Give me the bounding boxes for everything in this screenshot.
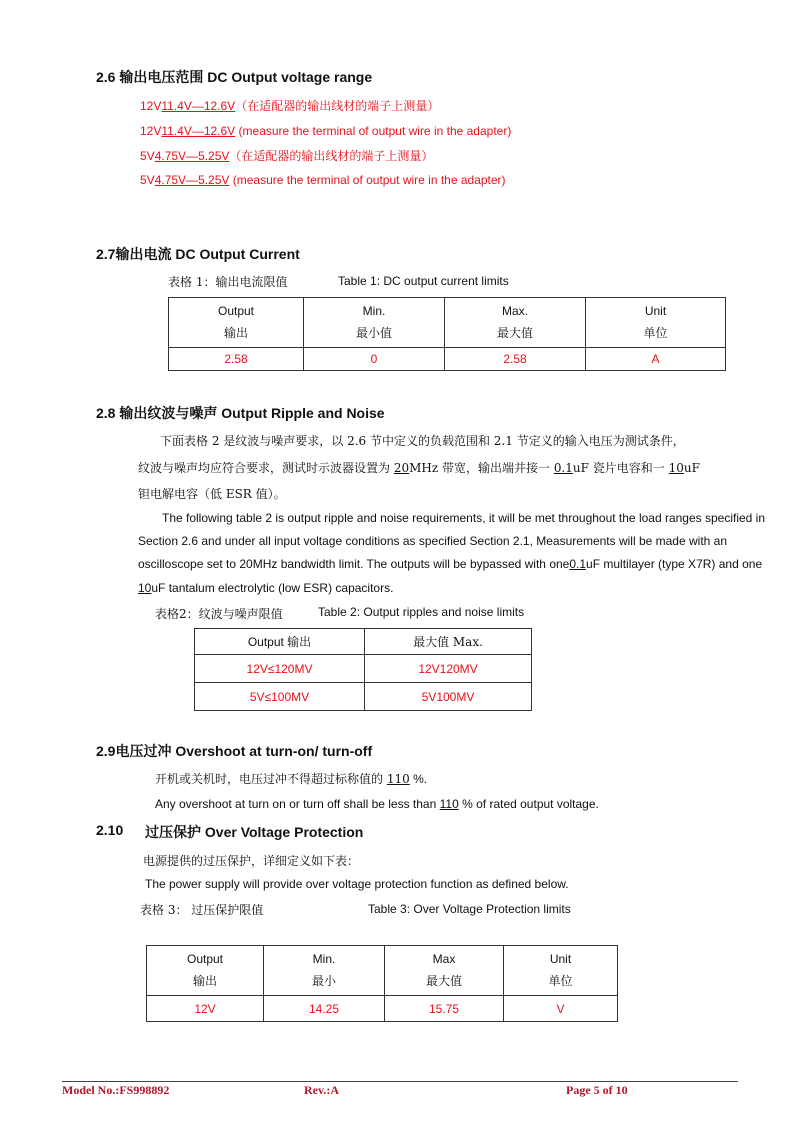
ripple-en-line-3: oscilloscope set to 20MHz bandwidth limit. The outputs will be bypassed with one0.1uF multilayer (type X7R) and one: [138, 557, 763, 571]
section-2-7-heading: 2.7输出电流 DC Output Current: [96, 246, 300, 262]
header-unit: Unit 单位: [586, 298, 726, 348]
footer-revision: Rev.:A: [304, 1083, 339, 1097]
voltage-range-line-1: [140, 97, 439, 114]
table-3-caption-cn: 表格 3： 过压保护限值: [140, 903, 264, 917]
ovp-cn: 电源提供的过压保护，详细定义如下表：: [143, 854, 360, 868]
voltage-prefix: 12V: [140, 99, 162, 113]
cell-spec: 5V≤100MV: [195, 683, 365, 711]
ripple-cn-line-3: 钽电解电容（低 ESR 值）。: [138, 487, 286, 501]
section-2-10-heading-number: 2.10: [96, 822, 124, 838]
table-3-caption-en: Table 3: Over Voltage Protection limits: [368, 902, 571, 916]
voltage-prefix: 5V: [140, 173, 155, 187]
ripple-en-line-2: Section 2.6 and under all input voltage conditions as specified Section 2.1, Measurements will be made with an: [138, 534, 728, 548]
voltage-note: (measure the terminal of output wire in the adapter): [235, 124, 512, 138]
ripple-cn-line-1: 下面表格 2 是纹波与噪声要求，以 2.6 节中定义的负载范围和 2.1 节定义的输入电压为测试条件，: [160, 434, 685, 448]
voltage-range: 11.4V—12.6V: [161, 99, 236, 113]
ovp-en: The power supply will provide over voltage protection function as defined below.: [145, 877, 569, 891]
voltage-note: (measure the terminal of output wire in the adapter): [229, 173, 506, 187]
voltage-prefix: 12V: [140, 124, 162, 138]
cell-min: 14.25: [264, 996, 385, 1022]
cell-unit: A: [586, 348, 726, 371]
voltage-note: （在适配器的输出线材的端子上测量）: [235, 99, 440, 113]
footer-model-number: Model No.:FS998892: [62, 1083, 170, 1097]
cell-spec: 12V≤120MV: [195, 655, 365, 683]
header-min: Min. 最小值: [304, 298, 445, 348]
ripple-cn-line-2: 纹波与噪声均应符合要求，测试时示波器设置为 20MHz 带宽，输出端并接一 0.1uF 瓷片电容和一 10uF: [138, 461, 700, 475]
header-max: Max. 最大值: [445, 298, 586, 348]
table-row: [195, 683, 532, 711]
voltage-note: （在适配器的输出线材的端子上测量）: [229, 149, 434, 163]
overshoot-en: Any overshoot at turn on or turn off shall be less than 110 % of rated output voltage.: [155, 797, 599, 811]
header-output: Output 输出: [147, 946, 264, 996]
section-2-8-heading: 2.8 输出纹波与噪声 Output Ripple and Noise: [96, 405, 385, 421]
table-row: [147, 996, 618, 1022]
header-min: Min. 最小: [264, 946, 385, 996]
ripple-en-line-4: 10uF tantalum electrolytic (low ESR) capacitors.: [138, 581, 394, 595]
cell-min: 0: [304, 348, 445, 371]
header-max: 最大值 Max.: [365, 629, 532, 655]
cell-max: 15.75: [385, 996, 504, 1022]
cell-max: 5V100MV: [365, 683, 532, 711]
voltage-range-line-3: [140, 147, 433, 164]
voltage-prefix: 5V: [140, 149, 155, 163]
header-output: Output 输出: [169, 298, 304, 348]
section-2-6-heading: 2.6 输出电压范围 DC Output voltage range: [96, 69, 373, 85]
cell-max: 2.58: [445, 348, 586, 371]
voltage-range: 4.75V—5.25V: [154, 173, 230, 187]
section-2-10-heading: 过压保护 Over Voltage Protection: [145, 824, 364, 840]
ripple-en-line-1: The following table 2 is output ripple and noise requirements, it will be met throughout the load ranges specified in: [162, 511, 766, 525]
table-1-caption-en: Table 1: DC output current limits: [338, 274, 509, 288]
header-max: Max 最大值: [385, 946, 504, 996]
voltage-range-line-2: [140, 124, 511, 138]
section-2-9-heading: 2.9电压过冲 Overshoot at turn-on/ turn-off: [96, 743, 373, 759]
output-current-table: [168, 297, 726, 371]
table-header-row: [169, 298, 726, 348]
table-1-caption-cn: 表格 1：输出电流限值: [168, 275, 288, 289]
voltage-range: 4.75V—5.25V: [154, 149, 230, 163]
table-2-caption-en: Table 2: Output ripples and noise limits: [318, 605, 525, 619]
cell-unit: V: [504, 996, 618, 1022]
cell-output: 2.58: [169, 348, 304, 371]
ripple-noise-table: [194, 628, 532, 711]
header-unit: Unit 单位: [504, 946, 618, 996]
header-output: Output 输出: [195, 629, 365, 655]
footer-page-number: Page 5 of 10: [566, 1083, 628, 1097]
overshoot-cn: 开机或关机时，电压过冲不得超过标称值的 110 %.: [155, 772, 428, 786]
footer-divider: [62, 1081, 738, 1082]
table-header-row: [147, 946, 618, 996]
table-2-caption-cn: 表格2：纹波与噪声限值: [155, 607, 283, 621]
table-row: [195, 655, 532, 683]
voltage-range: 11.4V—12.6V: [161, 124, 236, 138]
table-row: [169, 348, 726, 371]
voltage-range-line-4: [140, 173, 506, 187]
table-header-row: [195, 629, 532, 655]
cell-max: 12V120MV: [365, 655, 532, 683]
ovp-table: [146, 945, 618, 1022]
cell-output: 12V: [147, 996, 264, 1022]
